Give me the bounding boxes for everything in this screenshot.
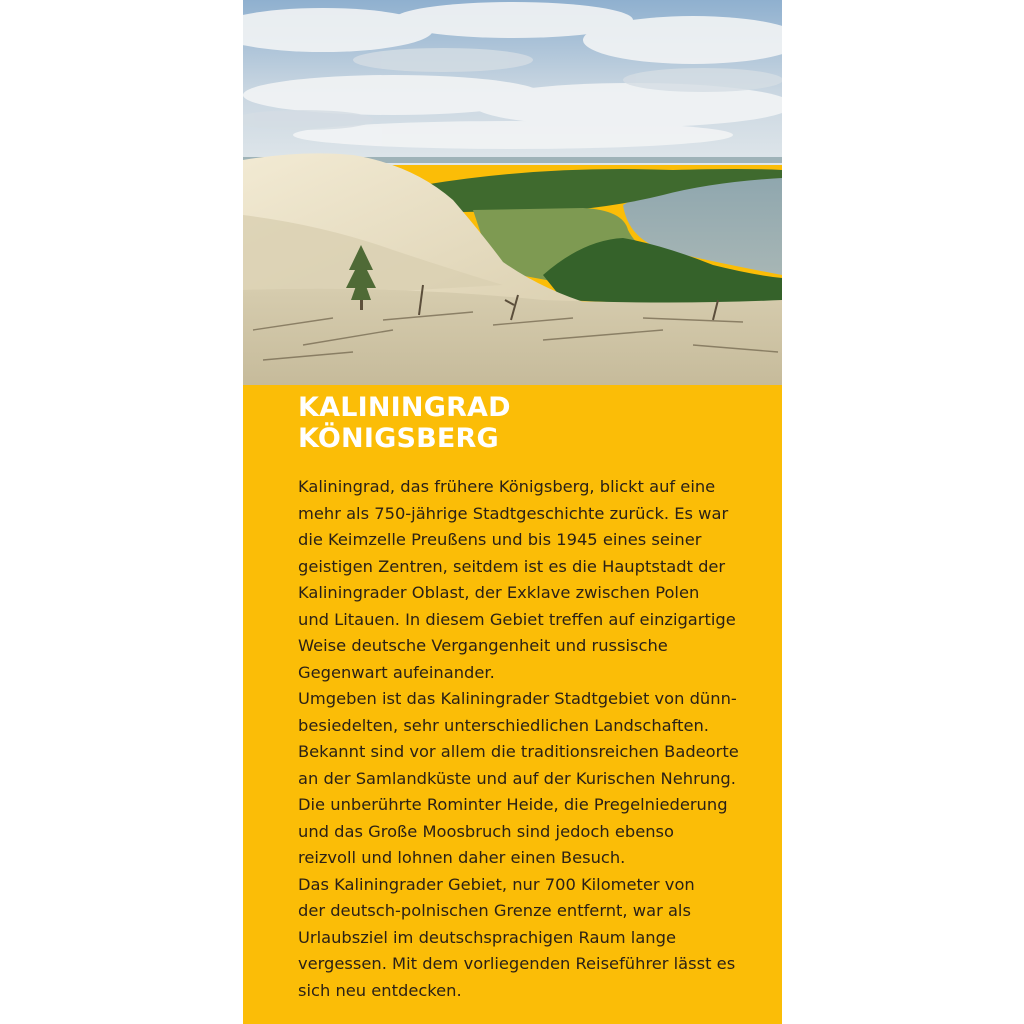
text-line: Kaliningrader Oblast, der Exklave zwischen Polen xyxy=(298,583,700,602)
text-line: vergessen. Mit dem vorliegenden Reiseführer lässt es xyxy=(298,954,736,973)
title-line-2: KÖNIGSBERG xyxy=(298,423,499,454)
text-line: mehr als 750-jährige Stadtgeschichte zurück. Es war xyxy=(298,503,729,523)
text-line: Kaliningrad, das frühere Königsberg, blickt auf eine xyxy=(298,477,716,496)
title-line-1: KALININGRAD xyxy=(298,392,511,423)
text-line: und das Große Moosbruch sind jedoch ebenso xyxy=(298,821,674,841)
text-line: besiedelten, sehr unterschiedlichen Landschaften. xyxy=(298,715,709,735)
text-line: Gegenwart aufeinander. xyxy=(298,662,495,682)
text-line: an der Samlandküste und auf der Kurischen Nehrung. xyxy=(298,768,736,788)
text-line: Die unberührte Rominter Heide, die Pregelniederung xyxy=(298,795,728,814)
text-line: der deutsch-polnischen Grenze entfernt, war als xyxy=(298,901,691,920)
text-line: die Keimzelle Preußens und bis 1945 eines seiner xyxy=(298,530,702,549)
text-line: Das Kaliningrader Gebiet, nur 700 Kilometer von xyxy=(298,874,695,894)
text-line: Urlaubsziel im deutschsprachigen Raum lange xyxy=(298,927,676,947)
text-line: und Litauen. In diesem Gebiet treffen auf einzigartige xyxy=(298,609,736,629)
text-line: sich neu entdecken. xyxy=(298,980,462,1000)
text-line: Weise deutsche Vergangenheit und russische xyxy=(298,636,668,655)
text-line: geistigen Zentren, seitdem ist es die Hauptstadt der xyxy=(298,556,726,576)
text-line: Bekannt sind vor allem die traditionsreichen Badeorte xyxy=(298,742,739,761)
book-cover-panel xyxy=(243,0,782,1024)
book-title xyxy=(298,392,511,454)
landscape-photo xyxy=(243,0,782,385)
text-line: Umgeben ist das Kaliningrader Stadtgebiet von dünn- xyxy=(298,689,737,708)
description-text xyxy=(298,474,774,1004)
text-line: reizvoll und lohnen daher einen Besuch. xyxy=(298,848,626,867)
